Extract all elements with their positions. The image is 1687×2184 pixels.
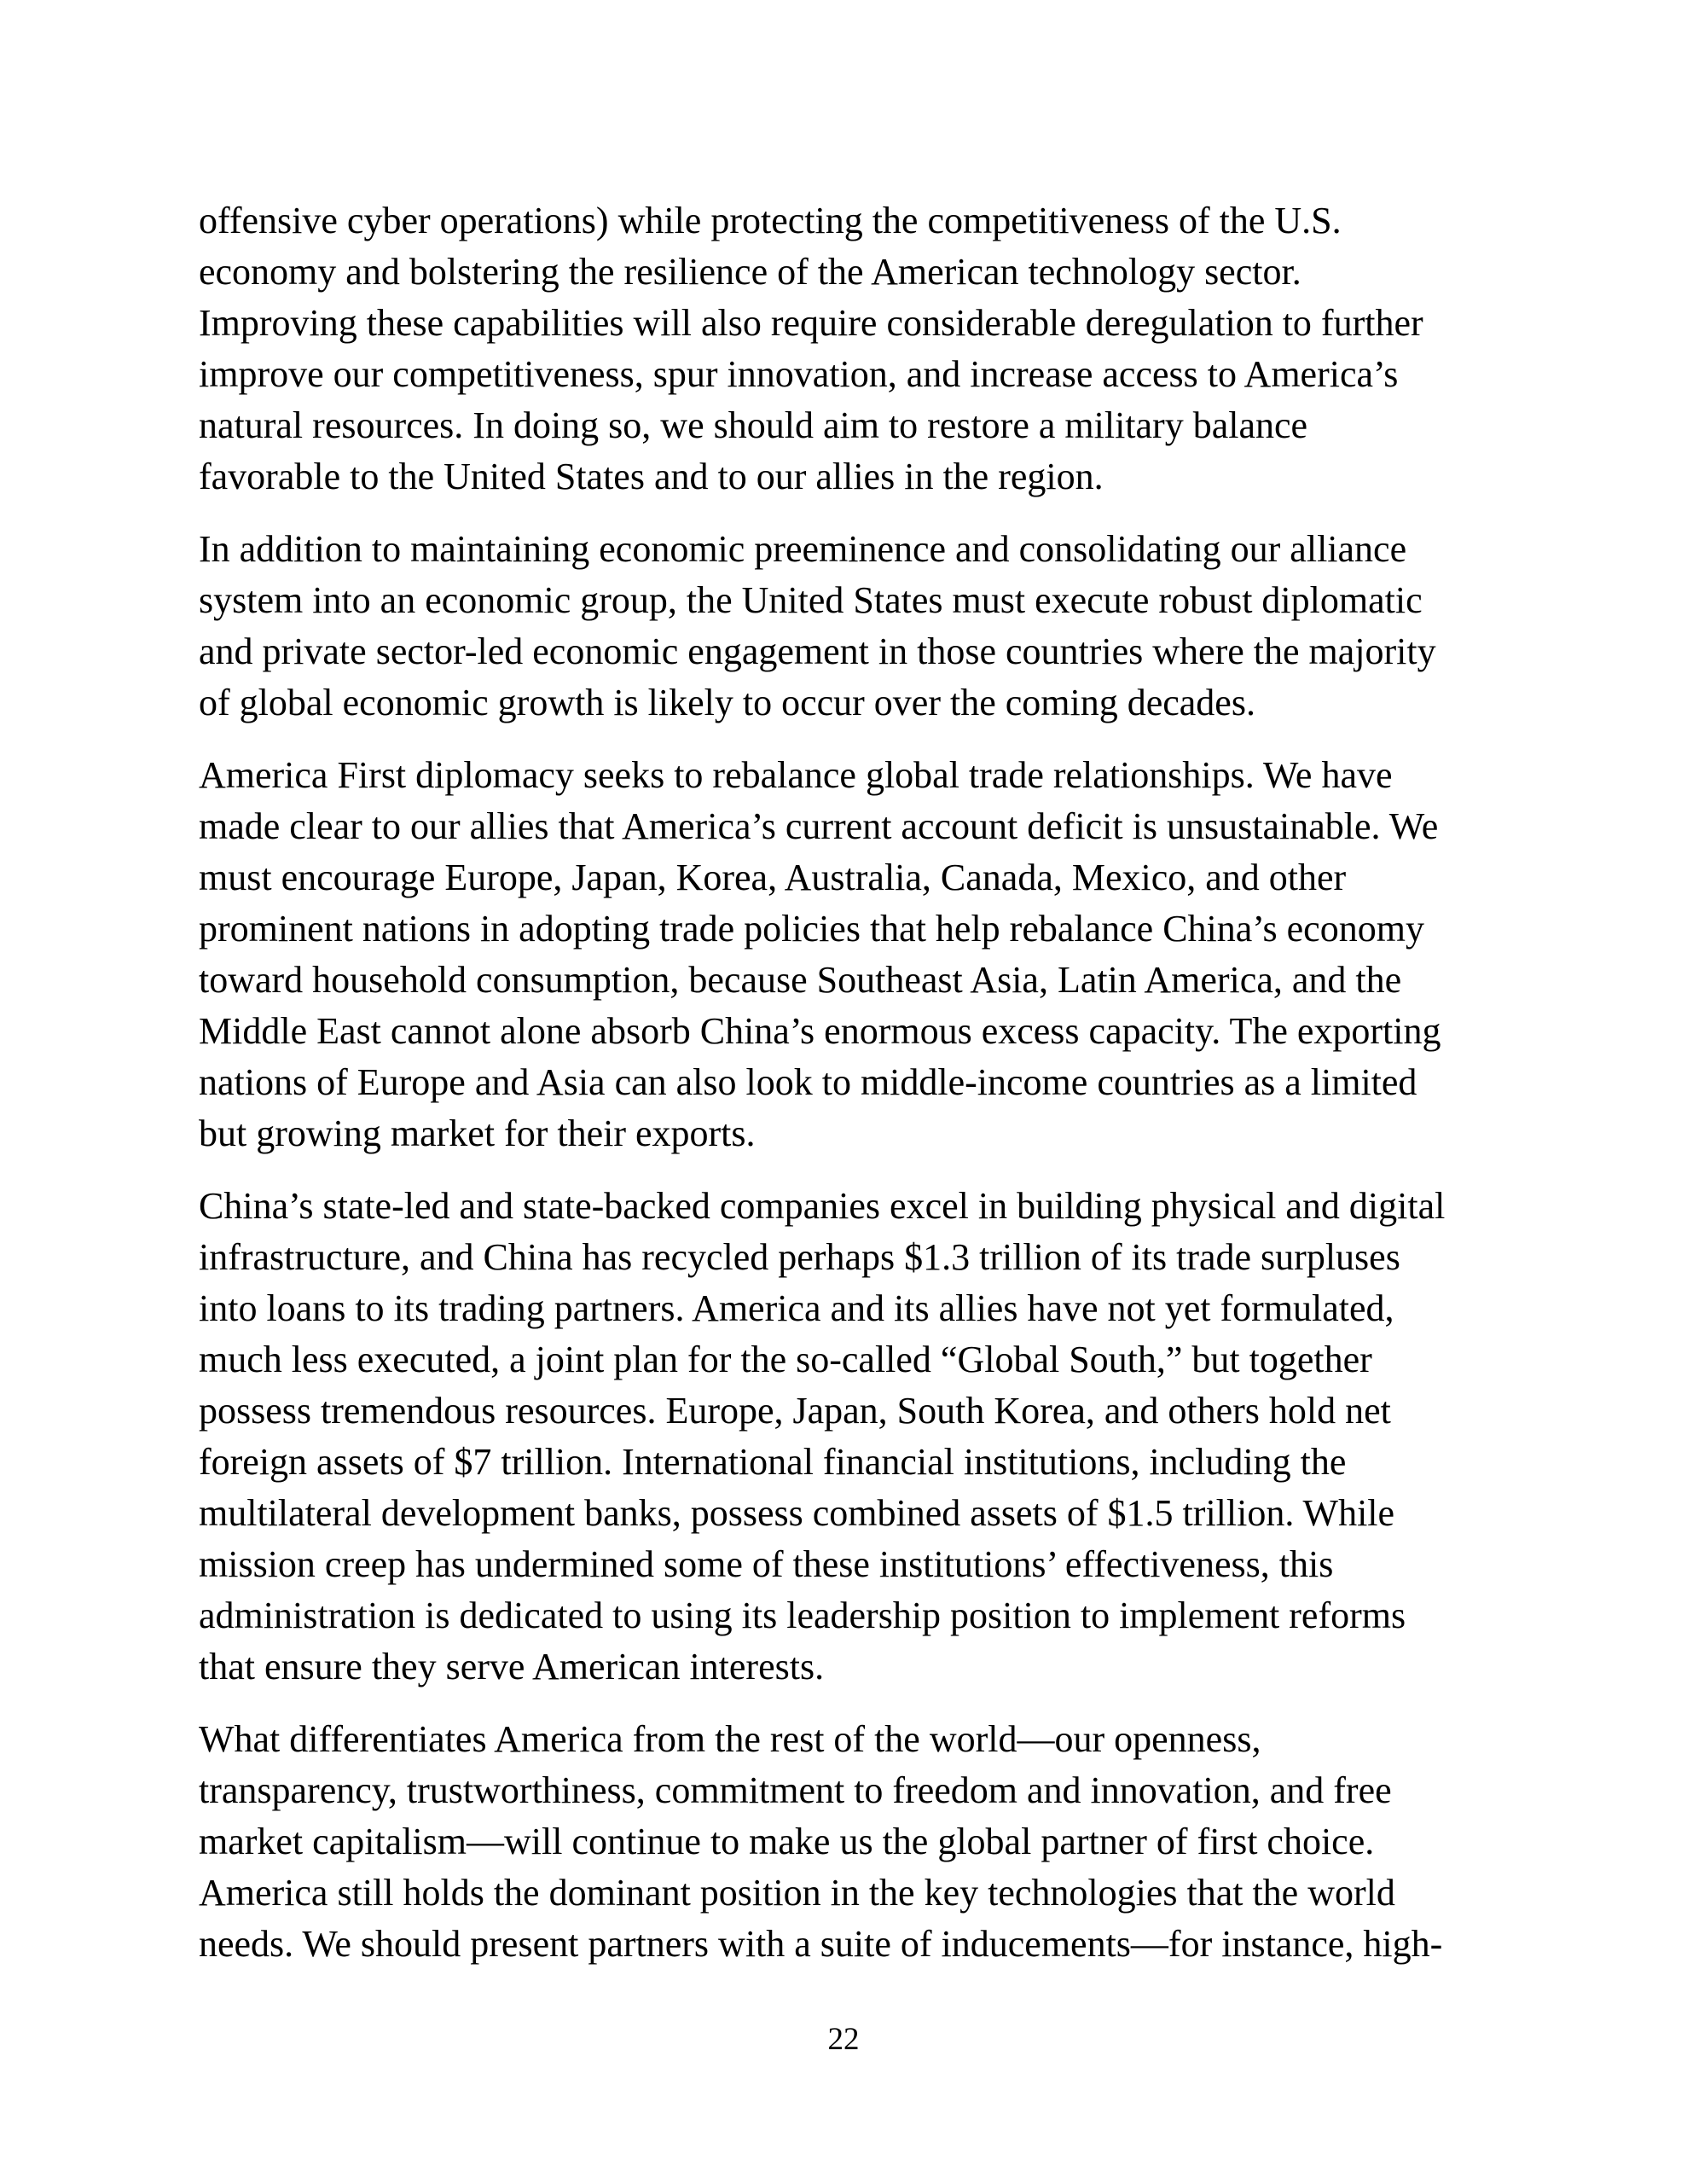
text-line: much less executed, a joint plan for the so-called “Global South,” but together xyxy=(199,1339,1372,1380)
text-line: market capitalism—will continue to make us the global partner of first choice. xyxy=(199,1821,1375,1862)
text-line: needs. We should present partners with a suite of inducements—for instance, high- xyxy=(199,1923,1443,1965)
text-line: China’s state-led and state-backed companies excel in building physical and digital xyxy=(199,1185,1446,1227)
text-line: Improving these capabilities will also require considerable deregulation to further xyxy=(199,302,1423,344)
text-line: nations of Europe and Asia can also look to middle-income countries as a limited xyxy=(199,1061,1417,1103)
text-line: mission creep has undermined some of these institutions’ effectiveness, this xyxy=(199,1543,1334,1585)
text-line: system into an economic group, the United States must execute robust diplomatic xyxy=(199,579,1423,621)
text-line: economy and bolstering the resilience of the American technology sector. xyxy=(199,251,1301,293)
text-line: and private sector-led economic engagement in those countries where the majority xyxy=(199,630,1436,672)
text-line: made clear to our allies that America’s current account deficit is unsustainable. We xyxy=(199,805,1439,847)
text-line: natural resources. In doing so, we should aim to restore a military balance xyxy=(199,404,1308,446)
text-line: In addition to maintaining economic preeminence and consolidating our alliance xyxy=(199,528,1407,570)
text-line: favorable to the United States and to our allies in the region. xyxy=(199,456,1104,497)
text-line: into loans to its trading partners. America and its allies have not yet formulated, xyxy=(199,1287,1394,1329)
text-line: What differentiates America from the rest of the world—our openness, xyxy=(199,1718,1261,1760)
paragraph-2 xyxy=(199,524,1495,729)
text-line: multilateral development banks, possess combined assets of $1.5 trillion. While xyxy=(199,1492,1395,1534)
text-line: infrastructure, and China has recycled perhaps $1.3 trillion of its trade surpluses xyxy=(199,1236,1400,1278)
paragraph-5 xyxy=(199,1714,1495,1970)
text-line: prominent nations in adopting trade policies that help rebalance China’s economy xyxy=(199,908,1424,950)
text-line: America still holds the dominant position in the key technologies that the world xyxy=(199,1872,1395,1914)
paragraph-3 xyxy=(199,750,1495,1159)
text-line: transparency, trustworthiness, commitment to freedom and innovation, and free xyxy=(199,1769,1392,1811)
paragraph-4 xyxy=(199,1181,1495,1693)
text-line: of global economic growth is likely to occur over the coming decades. xyxy=(199,682,1255,723)
text-line: must encourage Europe, Japan, Korea, Australia, Canada, Mexico, and other xyxy=(199,857,1347,898)
text-line: America First diplomacy seeks to rebalance global trade relationships. We have xyxy=(199,754,1393,796)
text-line: Middle East cannot alone absorb China’s enormous excess capacity. The exporting xyxy=(199,1010,1441,1052)
text-line: offensive cyber operations) while protecting the competitiveness of the U.S. xyxy=(199,200,1342,241)
text-line: but growing market for their exports. xyxy=(199,1112,756,1154)
text-line: administration is dedicated to using its leadership position to implement reforms xyxy=(199,1594,1406,1636)
text-line: improve our competitiveness, spur innovation, and increase access to America’s xyxy=(199,353,1399,395)
text-line: toward household consumption, because Southeast Asia, Latin America, and the xyxy=(199,959,1402,1001)
page-number: 22 xyxy=(827,2022,860,2057)
text-line: foreign assets of $7 trillion. International financial institutions, including the xyxy=(199,1441,1347,1483)
paragraph-1 xyxy=(199,195,1495,502)
text-line: that ensure they serve American interests. xyxy=(199,1646,825,1687)
text-line: possess tremendous resources. Europe, Japan, South Korea, and others hold net xyxy=(199,1390,1391,1432)
